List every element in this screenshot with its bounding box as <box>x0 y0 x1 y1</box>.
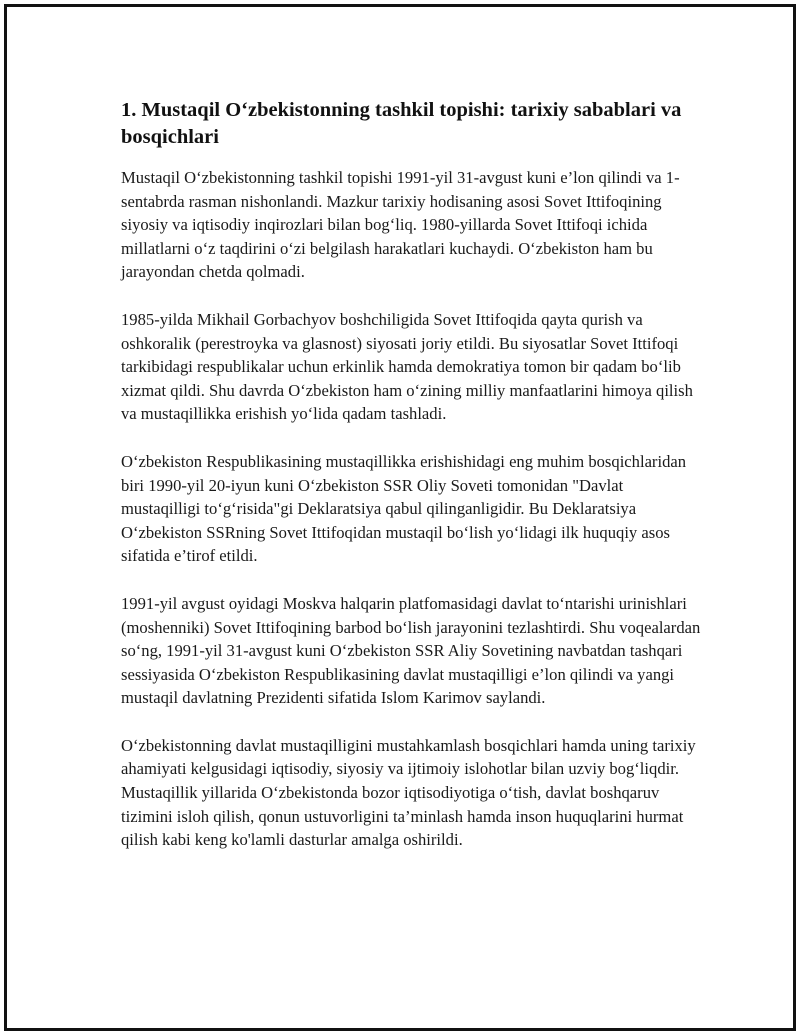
paragraph-5: O‘zbekistonning davlat mustaqilligini mustahkamlash bosqichlari hamda uning tarixiy ahamiyati kelgusidagi iqtisodiy, siyosiy va ijtimoiy islohotlar bilan uzviy bog‘liqdir. Mustaqillik yillarida O‘zbekistonda bozor iqtisodiyotiga o‘tish, davlat boshqaruv tizimini isloh qilish, qonun ustuvorligini ta’minlash hamda inson huquqlarini hurmat qilish kabi keng ko'lamli dasturlar amalga oshirildi. <box>121 735 696 850</box>
document-page <box>4 4 796 1031</box>
paragraph-1: Mustaqil O‘zbekistonning tashkil topishi 1991-yil 31-avgust kuni e’lon qilindi va 1-sentabrda rasman nishonlandi. Mazkur tarixiy hodisaning asosi Sovet Ittifoqining siyosiy va iqtisodiy inqirozlari bilan bog‘liq. 1980-yillarda Sovet Ittifoqi ichida millatlarni o‘z taqdirini o‘zi belgilash harakatlari kuchaydi. O‘zbekiston ham bu jarayondan chetda qolmadi. <box>121 168 680 282</box>
paragraph-4: 1991-yil avgust oyidagi Moskva halqarin platfomasidagi davlat to‘ntarishi urinishlari (moshenniki) Sovet Ittifoqining barbod bo‘lish jarayonini tezlashtirdi. Shu voqealardan so‘ng, 1991-yil 31-avgust kuni O‘zbekiston SSR Aliy Sovetining navbatdan tashqari sessiyasida O‘zbekiston Respublikasining davlat mustaqilligi e’lon qilindi va yangi mustaqil davlatning Prezidenti sifatida Islom Karimov saylandi. <box>121 593 701 708</box>
document-heading: 1. Mustaqil O‘zbekistonning tashkil topishi: tarixiy sabablari va bosqichlari <box>121 99 682 148</box>
paragraph-2: 1985-yilda Mikhail Gorbachyov boshchiligida Sovet Ittifoqida qayta qurish va oshkoralik (perestroyka va glasnost) siyosati joriy etildi. Bu siyosatlar Sovet Ittifoqi tarkibidagi respublikalar uchun erkinlik hamda demokratiya tomon bir qadam bo‘lib xizmat qildi. Shu davrda O‘zbekiston ham o‘zining milliy manfaatlarini himoya qilish va mustaqillikka erishish yo‘lida qadam tashladi. <box>121 309 693 424</box>
paragraph-3: O‘zbekiston Respublikasining mustaqillikka erishishidagi eng muhim bosqichlaridan biri 1990-yil 20-iyun kuni O‘zbekiston SSR Oliy Soveti tomonidan "Davlat mustaqilligi to‘g‘risida"gi Deklaratsiya qabul qilinganligidir. Bu Deklaratsiya O‘zbekiston SSRning Sovet Ittifoqidan mustaqil bo‘lish yo‘lidagi ilk huquqiy asos sifatida e’tirof etildi. <box>121 451 687 566</box>
document-content <box>121 97 701 876</box>
